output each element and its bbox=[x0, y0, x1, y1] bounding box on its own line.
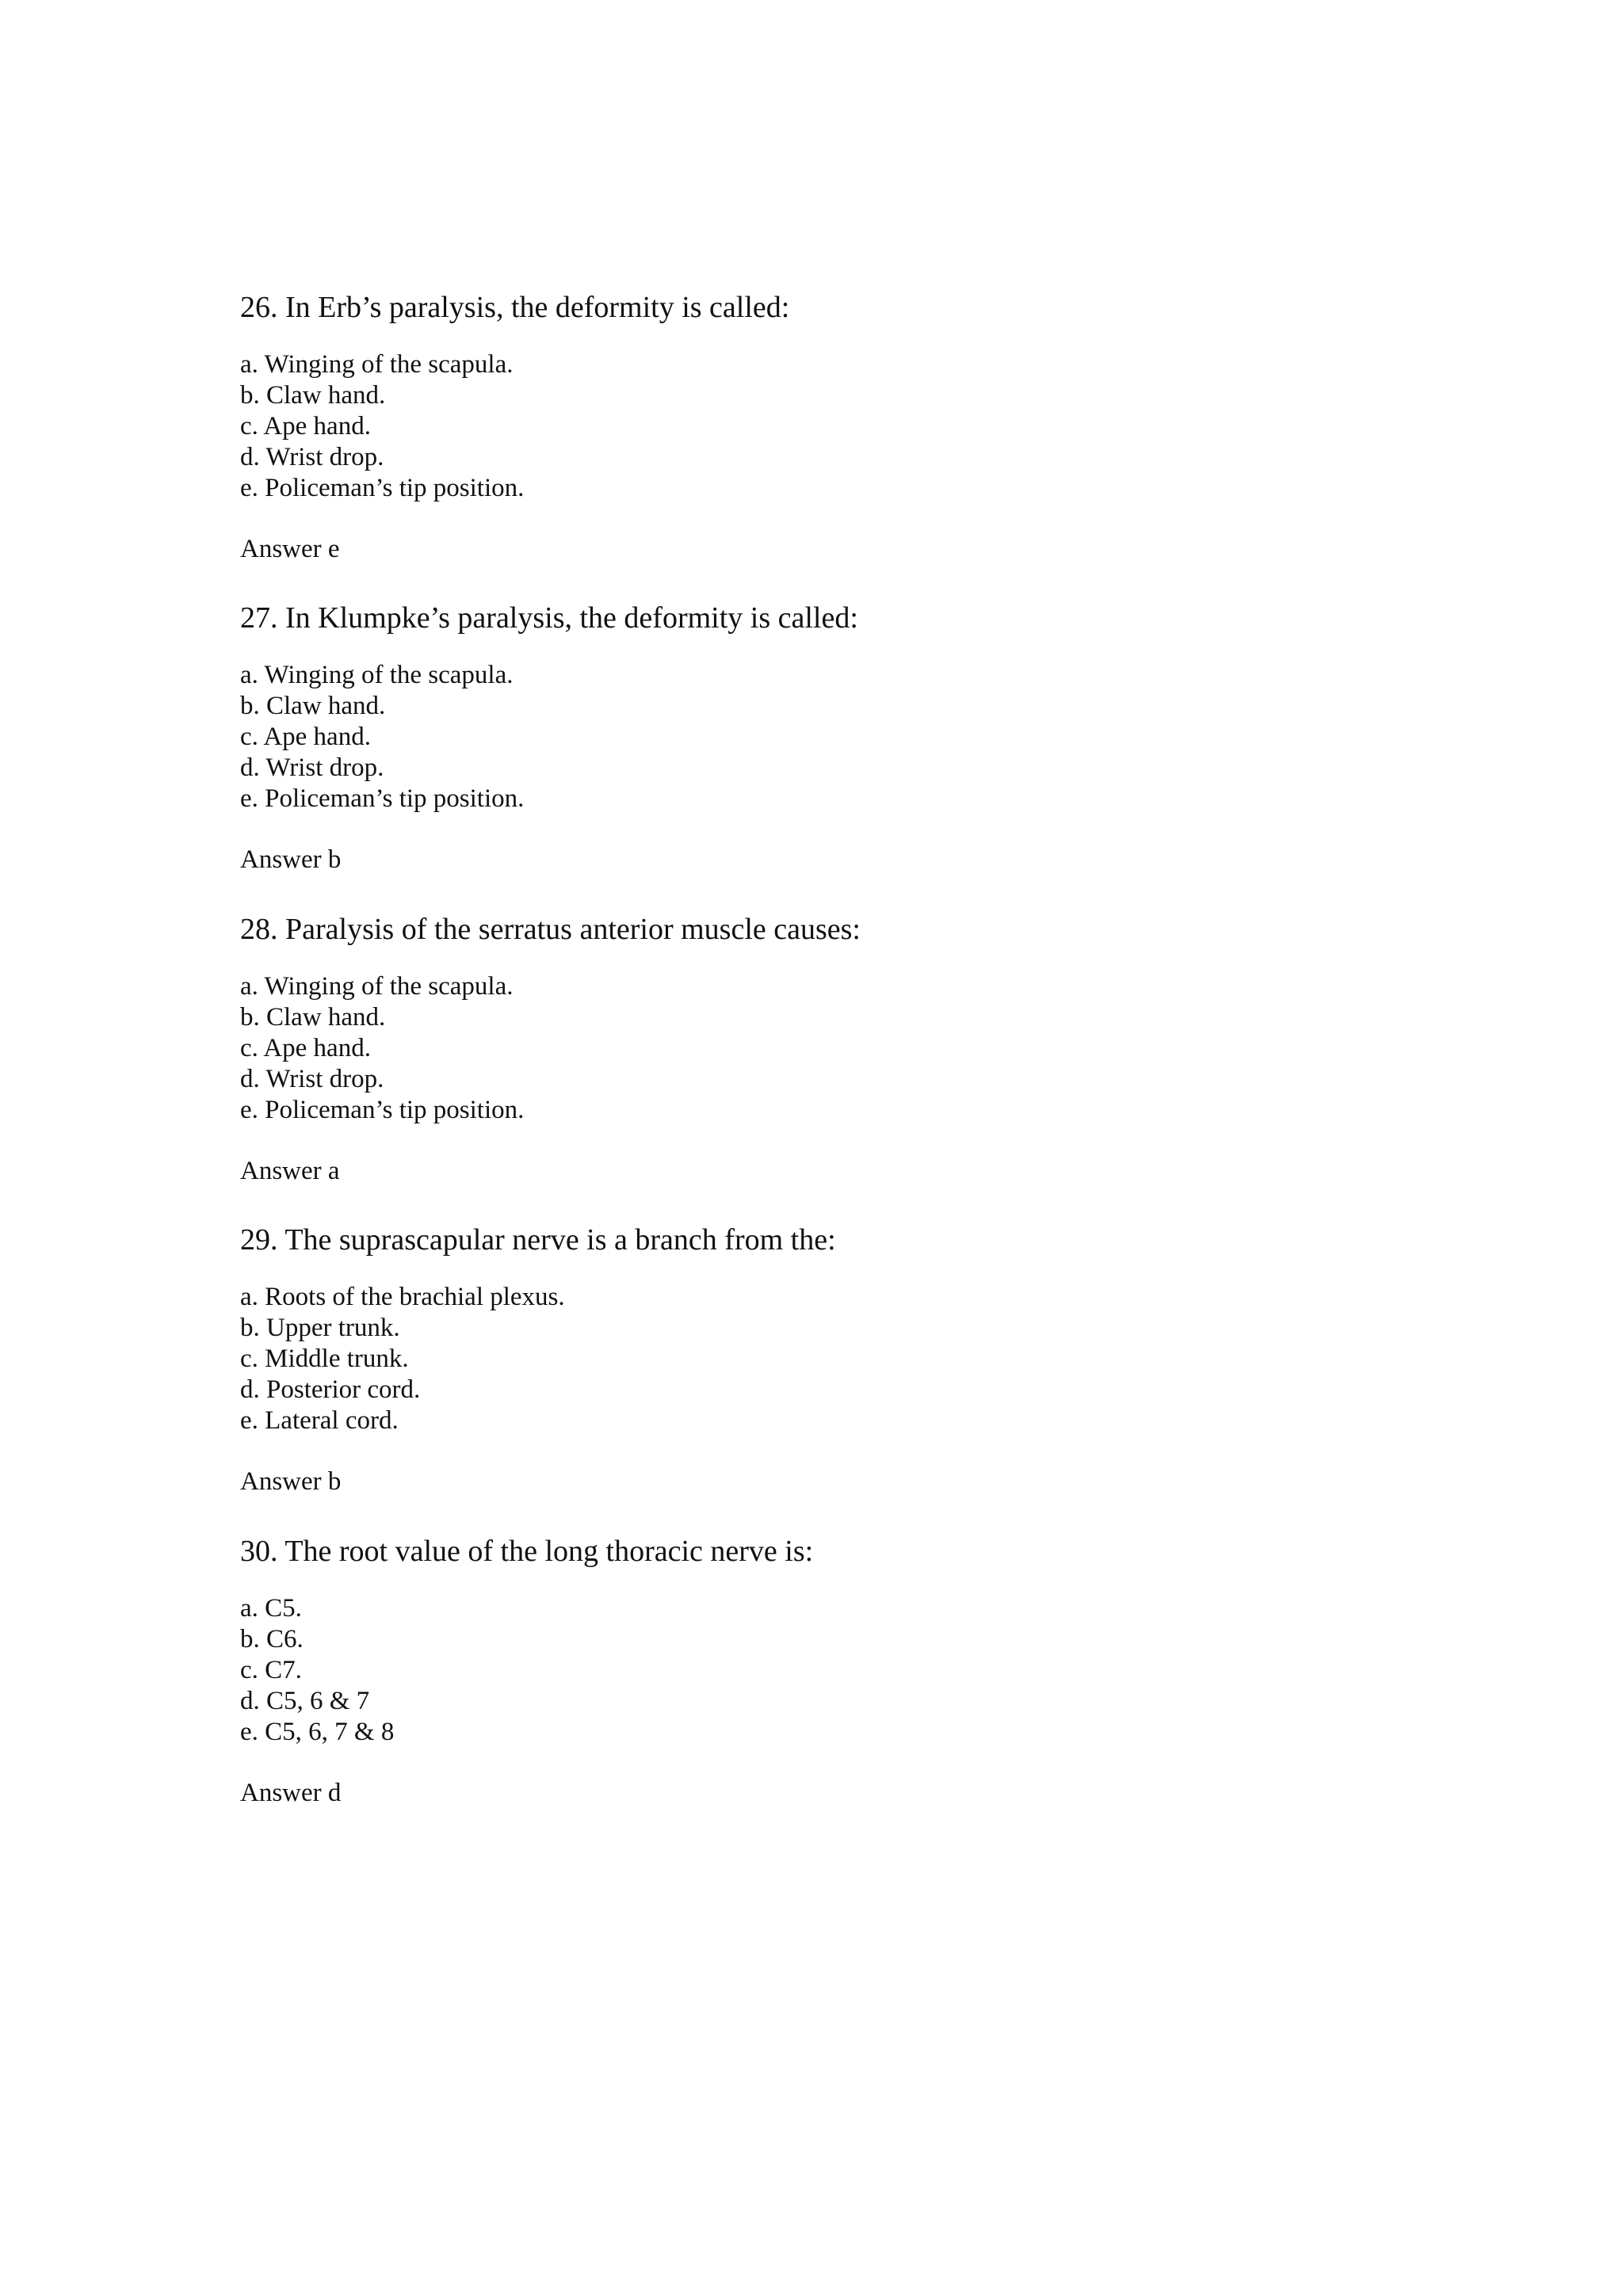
option-d: d. Posterior cord. bbox=[240, 1375, 421, 1404]
option-b: b. Claw hand. bbox=[240, 381, 386, 410]
option-list bbox=[240, 971, 1429, 1126]
option-a: a. Winging of the scapula. bbox=[240, 972, 514, 1001]
option-d: d. Wrist drop. bbox=[240, 443, 384, 471]
option-e: e. Policeman’s tip position. bbox=[240, 1096, 525, 1124]
option-b: b. C6. bbox=[240, 1625, 304, 1653]
option-a: a. C5. bbox=[240, 1594, 302, 1623]
option-b: b. Claw hand. bbox=[240, 692, 386, 720]
option-list bbox=[240, 349, 1429, 504]
question-27 bbox=[240, 600, 1429, 875]
question-26 bbox=[240, 289, 1429, 565]
answer-line: Answer d bbox=[240, 1779, 342, 1807]
option-list bbox=[240, 660, 1429, 814]
answer-line: Answer e bbox=[240, 535, 340, 563]
question-text: 30. The root value of the long thoracic nerve is: bbox=[240, 1535, 814, 1568]
option-c: c. Ape hand. bbox=[240, 723, 371, 751]
option-a: a. Winging of the scapula. bbox=[240, 661, 514, 689]
option-c: c. Ape hand. bbox=[240, 1034, 371, 1062]
answer-line: Answer b bbox=[240, 845, 342, 874]
option-e: e. Lateral cord. bbox=[240, 1406, 399, 1435]
question-text: 26. In Erb’s paralysis, the deformity is called: bbox=[240, 291, 790, 324]
option-e: e. Policeman’s tip position. bbox=[240, 784, 525, 813]
answer-line: Answer a bbox=[240, 1157, 340, 1185]
option-e: e. C5, 6, 7 & 8 bbox=[240, 1718, 395, 1746]
option-list bbox=[240, 1282, 1429, 1436]
option-d: d. C5, 6 & 7 bbox=[240, 1687, 370, 1715]
answer-line: Answer b bbox=[240, 1467, 342, 1496]
question-text: 28. Paralysis of the serratus anterior muscle causes: bbox=[240, 913, 861, 946]
option-d: d. Wrist drop. bbox=[240, 753, 384, 782]
option-a: a. Winging of the scapula. bbox=[240, 350, 514, 379]
option-a: a. Roots of the brachial plexus. bbox=[240, 1283, 565, 1311]
option-b: b. Upper trunk. bbox=[240, 1314, 400, 1342]
option-c: c. C7. bbox=[240, 1656, 302, 1684]
option-c: c. Ape hand. bbox=[240, 412, 371, 441]
option-c: c. Middle trunk. bbox=[240, 1344, 409, 1373]
question-text: 27. In Klumpke’s paralysis, the deformity is called: bbox=[240, 601, 858, 635]
option-b: b. Claw hand. bbox=[240, 1003, 386, 1032]
option-list bbox=[240, 1593, 1429, 1748]
question-29 bbox=[240, 1222, 1429, 1497]
option-d: d. Wrist drop. bbox=[240, 1065, 384, 1093]
option-e: e. Policeman’s tip position. bbox=[240, 474, 525, 502]
question-28 bbox=[240, 911, 1429, 1187]
question-text: 29. The suprascapular nerve is a branch from the: bbox=[240, 1223, 836, 1257]
question-30 bbox=[240, 1533, 1429, 1809]
